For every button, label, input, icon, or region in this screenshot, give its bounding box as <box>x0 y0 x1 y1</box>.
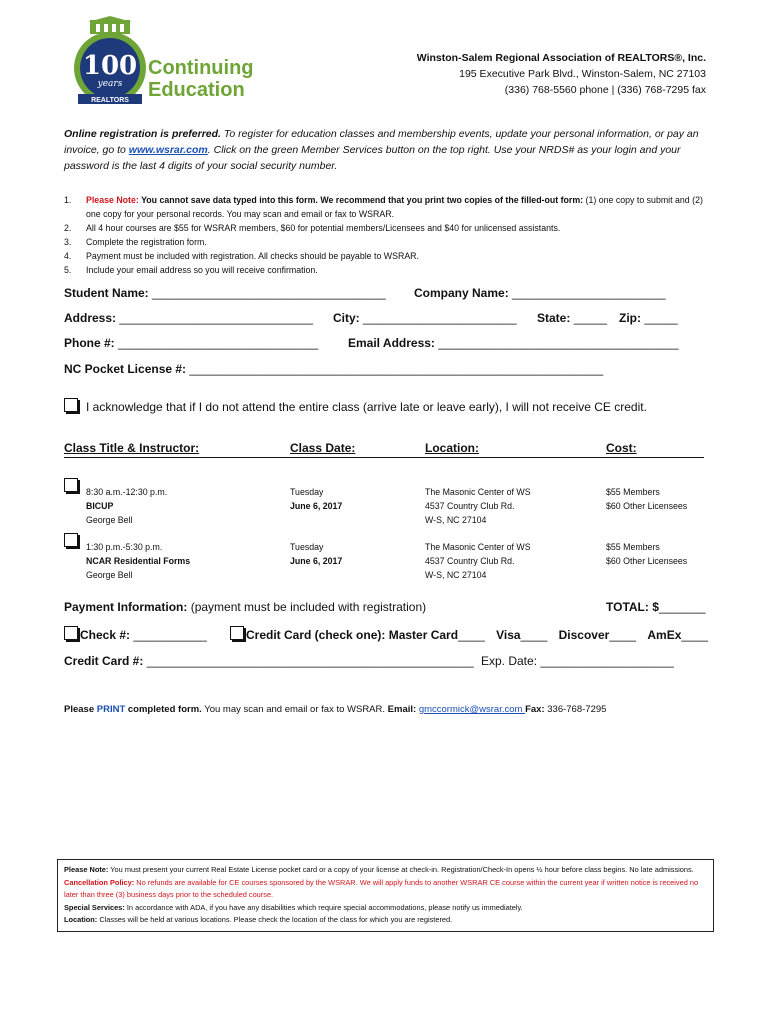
company-name-label: Company Name: <box>414 286 509 300</box>
state-field[interactable]: State: _____ <box>537 311 608 325</box>
credit-card-checkbox[interactable] <box>230 626 244 640</box>
table-row: 8:30 a.m.-12:30 p.m. BICUP George Bell <box>86 487 168 525</box>
instructions-list <box>64 193 714 277</box>
website-link[interactable]: www.wsrar.com <box>128 144 208 156</box>
print-instructions: Please PRINT completed form. You may scan and email or fax to WSRAR. Email: gmccormick@wsrar.com Fax: 336-768-7295 <box>64 704 607 715</box>
email-field[interactable]: Email Address: ____________________________________ <box>348 336 679 350</box>
credit-card-field[interactable]: Credit Card (check one): Master Card____ Visa____ Discover____ AmEx____ <box>230 626 708 642</box>
header-class-date: Class Date: <box>290 441 356 455</box>
list-item: 5. Include your email address so you will receive confirmation. <box>64 265 318 275</box>
intro-text-2: . Click on the green Member Services button on the top right. Use your NRDS# as your login and your password is the last 4 digits of your social security number. <box>64 144 681 172</box>
notes-box <box>57 859 714 932</box>
logo-title-2: Education <box>148 79 245 101</box>
city-label: City: <box>333 311 360 325</box>
exp-date-field[interactable]: Exp. Date: ____________________ <box>481 654 674 668</box>
payment-info: Payment Information: (payment must be included with registration) <box>64 600 427 614</box>
logo-title-1: Continuing <box>148 57 254 79</box>
class-2-cost: $55 Members $60 Other Licensees <box>606 542 688 566</box>
header-divider <box>64 457 704 458</box>
city-field[interactable]: City: _______________________ <box>333 311 517 325</box>
class-2-location: The Masonic Center of WS 4537 Country Club Rd. W-S, NC 27104 <box>425 542 531 580</box>
note-please: Please Note: You must present your current Real Estate License pocket card or a copy of your license at check-in. Registration/Check-In opens ½ hour before class begins. No late admissions. <box>64 865 694 874</box>
org-header <box>417 50 706 98</box>
acknowledge-row <box>64 398 647 414</box>
org-address: 195 Executive Park Blvd., Winston-Salem, NC 27103 <box>459 68 706 80</box>
license-field[interactable]: NC Pocket License #: ______________________________________________________________ <box>64 362 604 376</box>
acknowledge-text: I acknowledge that if I do not attend the entire class (arrive late or leave early), I will not receive CE credit. <box>86 400 647 414</box>
email-label: Email Address: <box>348 336 435 350</box>
list-item: 3. Complete the registration form. <box>64 237 207 247</box>
address-label: Address: <box>64 311 117 325</box>
class-2-checkbox[interactable] <box>64 533 78 547</box>
acknowledge-checkbox[interactable] <box>64 398 78 412</box>
student-name-field[interactable]: Student Name: ___________________________________ <box>64 286 386 300</box>
note-location: Location: Classes will be held at various locations. Please check the location of the class for which you are registered. <box>64 915 453 924</box>
class-2-date: Tuesday June 6, 2017 <box>290 542 343 566</box>
logo-number: 100 <box>82 51 138 81</box>
list-item: 1. Please Note: You cannot save data typed into this form. We recommend that you print two copies of the filled-out form: (1) one copy to submit and (2) one copy for your personal records. You may scan and email or fax to WSRAR. <box>64 195 703 219</box>
check-field[interactable]: Check #: ___________ <box>64 626 207 642</box>
note-cancellation: Cancellation Policy: No refunds are available for CE courses sponsored by the WSRAR. We will apply funds to another WSRAR CE course within the current year if written notice is received no later than three (3) business days prior to the scheduled course. <box>64 877 699 899</box>
list-item: 2. All 4 hour courses are $55 for WSRAR members, $60 for potential members/Licensees and $40 for unlicensed assistants. <box>64 223 561 233</box>
class-1-date: Tuesday June 6, 2017 <box>290 487 343 511</box>
class-1-checkbox-wrap <box>64 478 78 496</box>
continuing-education-logo <box>68 16 268 108</box>
state-label: State: <box>537 311 571 325</box>
logo-years: years <box>97 79 123 89</box>
header-cost: Cost: <box>606 441 637 455</box>
header-class-title: Class Title & Instructor: <box>64 441 200 455</box>
org-contact: (336) 768-5560 phone | (336) 768-7295 fax <box>504 84 706 96</box>
zip-field[interactable]: Zip: _____ <box>619 311 678 325</box>
check-checkbox[interactable] <box>64 626 78 640</box>
total-field[interactable]: TOTAL: $_______ <box>606 600 706 614</box>
class-1-location: The Masonic Center of WS 4537 Country Club Rd. W-S, NC 27104 <box>425 487 531 525</box>
intro-paragraph <box>64 126 714 174</box>
class-1-cost: $55 Members $60 Other Licensees <box>606 487 688 511</box>
intro-text-1: To register for education classes and membership events, update your personal information, or pay an invoice, go to <box>64 128 699 156</box>
intro-bold: Online registration is preferred. <box>64 128 221 140</box>
table-row: 1:30 p.m.-5:30 p.m. NCAR Residential Forms George Bell <box>86 542 191 580</box>
phone-field[interactable]: Phone #: ______________________________ <box>64 336 319 350</box>
header-location: Location: <box>425 441 479 455</box>
class-2-checkbox-wrap <box>64 533 78 551</box>
address-field[interactable]: Address: _____________________________ <box>64 311 313 325</box>
phone-label: Phone #: <box>64 336 115 350</box>
student-name-label: Student Name: <box>64 286 149 300</box>
org-name: Winston-Salem Regional Association of REALTORS®, Inc. <box>416 52 706 64</box>
class-1-checkbox[interactable] <box>64 478 78 492</box>
license-label: NC Pocket License #: <box>64 362 187 376</box>
company-name-field[interactable]: Company Name: _______________________ <box>414 286 666 300</box>
email-link[interactable]: gmccormick@wsrar.com <box>418 704 526 715</box>
note-special-services: Special Services: In accordance with ADA, if you have any disabilities which require special accommodations, please notify us immediately. <box>64 902 523 912</box>
card-number-field[interactable]: Credit Card #: _________________________________________________ <box>64 654 474 668</box>
list-item: 4. Payment must be included with registration. All checks should be payable to WSRAR. <box>64 251 419 261</box>
zip-label: Zip: <box>619 311 641 325</box>
logo-tagline: REALTORS <box>91 97 129 104</box>
